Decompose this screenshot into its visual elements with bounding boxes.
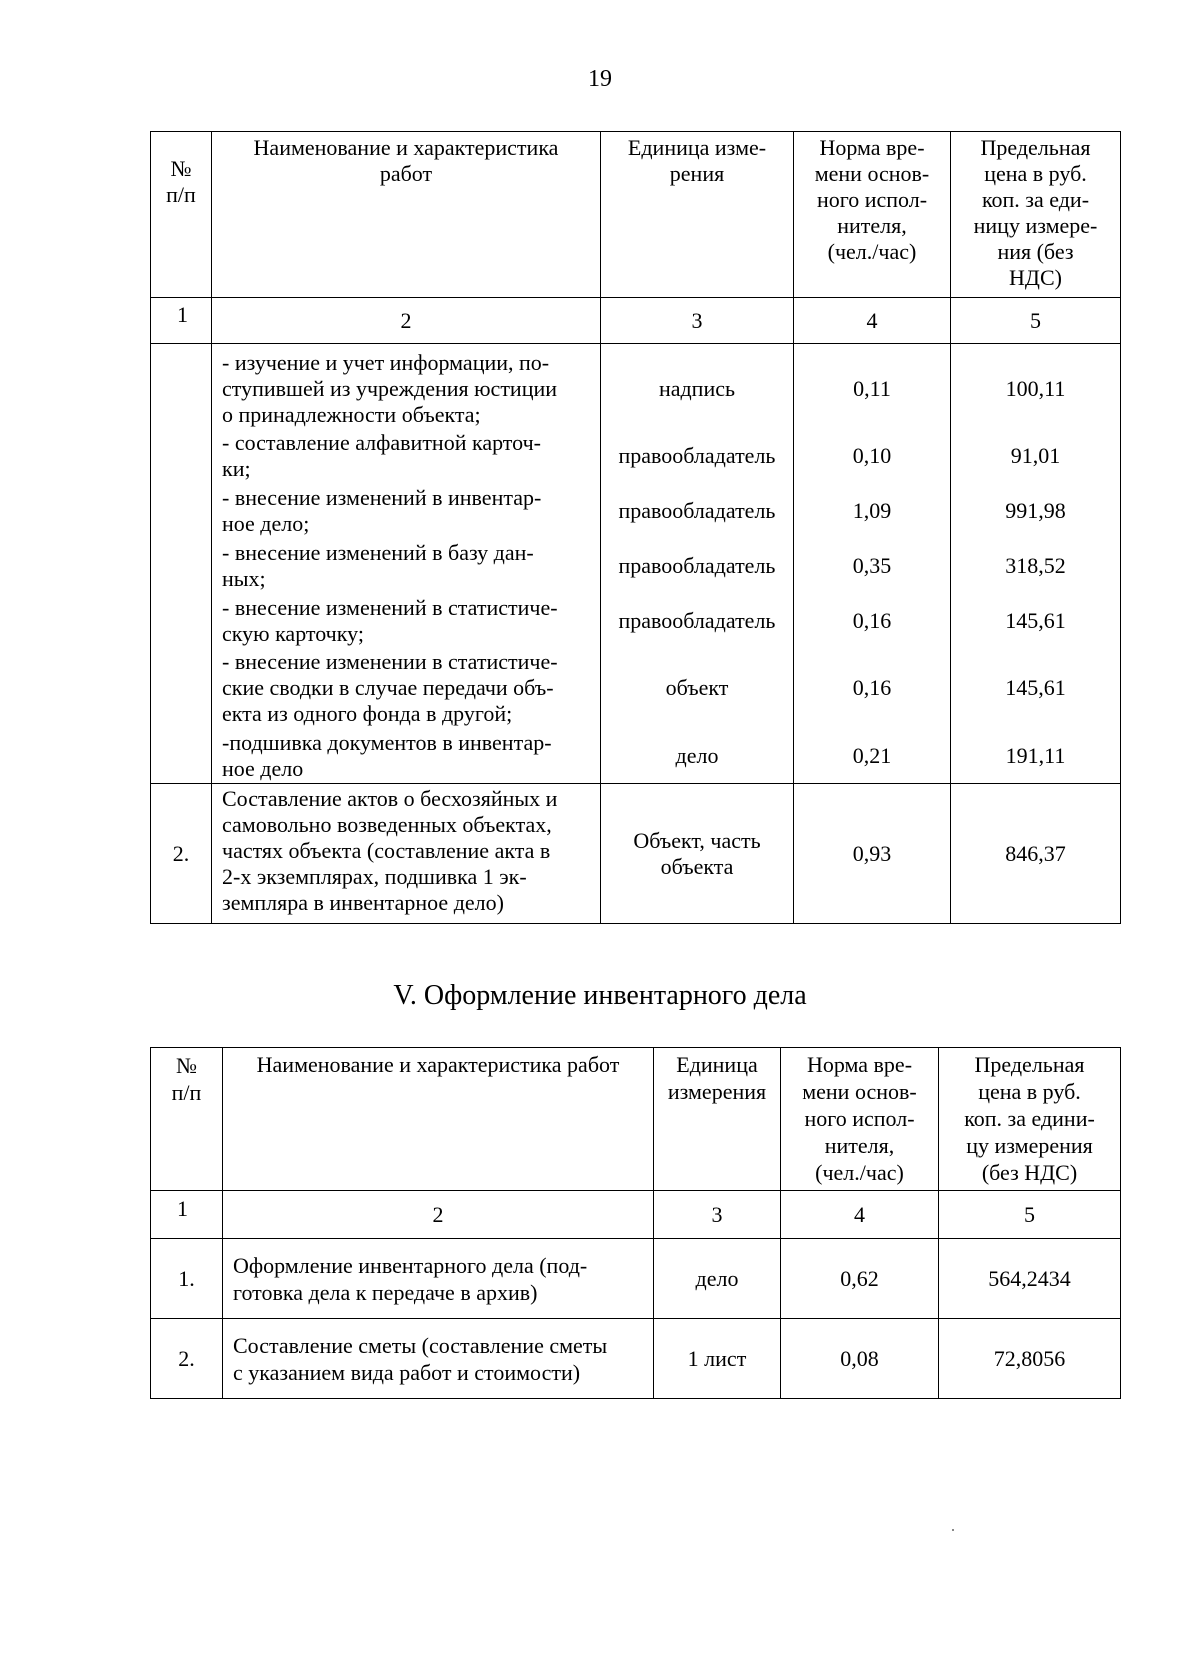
subitem-line: екта из одного фонда в другой; — [222, 701, 513, 726]
subitem-norm-cell — [794, 593, 950, 648]
header-norm — [781, 1048, 939, 1191]
header-text: нителя, — [837, 213, 907, 238]
subitem-price-cell — [951, 593, 1120, 648]
header-text: измерения — [667, 1079, 767, 1104]
col-number: 2 — [212, 298, 601, 344]
header-text: ного испол- — [816, 187, 928, 212]
subitem-price: 91,01 — [1010, 442, 1061, 468]
subitem-price: 145,61 — [1005, 607, 1066, 633]
col-number: 5 — [951, 298, 1121, 344]
table-row — [151, 1319, 1121, 1399]
subitem-norm: 0,16 — [852, 607, 892, 633]
subitem-line: -подшивка документов в инвентар- — [222, 729, 552, 755]
page-number: 19 — [588, 66, 612, 92]
header-text: ницу измере- — [973, 213, 1098, 238]
table-row — [151, 344, 1121, 784]
row-unit: 1 лист — [654, 1319, 781, 1399]
row-text-line: земпляра в инвентарное дело) — [222, 890, 504, 915]
header-name — [212, 132, 601, 298]
header-text: Норма вре- — [819, 135, 925, 160]
scan-speck — [952, 1529, 954, 1531]
row-norm: 0,93 — [794, 784, 951, 924]
subitem — [212, 593, 600, 648]
row-subitems-norm — [794, 344, 951, 784]
column-numbers-row — [151, 1191, 1121, 1239]
header-text: нителя, — [824, 1133, 895, 1158]
col-number: 5 — [939, 1191, 1121, 1239]
subitem — [212, 648, 600, 728]
row-text-line: Составление актов о бесхозяйных и — [222, 786, 558, 811]
row-subitems-unit — [601, 344, 794, 784]
subitem-price-cell — [951, 428, 1120, 483]
header-text: мени основ- — [802, 1079, 917, 1104]
subitem-price-cell — [951, 350, 1120, 428]
row-text-line: с указанием вида работ и стоимости) — [233, 1359, 581, 1385]
row-text — [223, 1319, 654, 1399]
col-number: 4 — [794, 298, 951, 344]
subitem-price-cell — [951, 728, 1120, 783]
row-subitems-text — [212, 344, 601, 784]
col-number: 3 — [654, 1191, 781, 1239]
header-text: № — [170, 156, 192, 181]
subitem-line: ские сводки в случае передачи объ- — [222, 675, 554, 700]
column-numbers-row — [151, 298, 1121, 344]
subitem-unit-cell — [601, 350, 793, 428]
subitem-norm: 0,11 — [853, 376, 891, 401]
subitem-norm: 0,10 — [852, 442, 892, 468]
subitem-line: - внесение изменений в инвентар- — [222, 484, 542, 510]
row-text-line: 2-х экземплярах, подшивка 1 эк- — [222, 864, 527, 889]
subitem-norm-cell — [794, 648, 950, 728]
subitem-norm: 0,16 — [852, 675, 892, 700]
header-text: цена в руб. — [978, 1079, 1081, 1104]
col-number: 2 — [223, 1191, 654, 1239]
header-norm — [794, 132, 951, 298]
header-text: Единица — [676, 1052, 758, 1077]
rates-table-2 — [150, 1047, 1121, 1399]
row-text-line: самовольно возведенных объектах, — [222, 812, 552, 837]
row-norm: 0,08 — [781, 1319, 939, 1399]
header-unit — [654, 1048, 781, 1191]
subitem — [212, 350, 600, 428]
subitem-unit-cell — [601, 648, 793, 728]
header-text: Наименование и характеристика работ — [256, 1052, 620, 1077]
subitem-price-cell — [951, 648, 1120, 728]
subitem-unit-cell — [601, 428, 793, 483]
subitem-unit: правообладатель — [618, 442, 776, 468]
section-title: V. Оформление инвентарного дела — [393, 980, 807, 1011]
subitem-norm: 0,21 — [852, 742, 892, 768]
header-text: Наименование и характеристика — [253, 135, 559, 160]
header-price — [951, 132, 1121, 298]
subitem — [212, 728, 600, 783]
subitem-unit: надпись — [658, 376, 736, 401]
header-text: Предельная — [974, 1052, 1085, 1077]
subitem-norm-cell — [794, 728, 950, 783]
row-price: 846,37 — [951, 784, 1121, 924]
header-price — [939, 1048, 1121, 1191]
header-text: Единица изме- — [627, 135, 767, 160]
row-norm: 0,62 — [781, 1239, 939, 1319]
subitem-norm-cell — [794, 350, 950, 428]
table-row — [151, 1239, 1121, 1319]
header-text: цена в руб. — [984, 161, 1087, 186]
subitem — [212, 483, 600, 538]
subitem-unit: правообладатель — [618, 607, 776, 633]
table-header-row — [151, 1048, 1121, 1191]
row-unit-line: объекта — [660, 853, 734, 879]
subitem-line: - внесение изменений в статистиче- — [222, 594, 558, 620]
row-subitems-price — [951, 344, 1121, 784]
subitem-line: ки; — [222, 455, 251, 481]
header-text: рения — [669, 161, 725, 186]
subitem-unit: объект — [665, 675, 729, 700]
row-unit-line: Объект, часть — [633, 827, 761, 853]
row-text-line: частях объекта (составление акта в — [222, 838, 551, 863]
col-number: 3 — [601, 298, 794, 344]
table-row — [151, 784, 1121, 924]
subitem-unit: правообладатель — [618, 497, 776, 523]
col-number: 4 — [781, 1191, 939, 1239]
row-num: 1. — [151, 1239, 223, 1319]
subitem-norm-cell — [794, 428, 950, 483]
row-price: 564,2434 — [939, 1239, 1121, 1319]
row-unit — [601, 784, 794, 924]
subitem-line: ных; — [222, 565, 266, 591]
header-text: п/п — [166, 182, 196, 207]
header-text: п/п — [171, 1080, 202, 1105]
subitem-price: 100,11 — [1005, 376, 1066, 401]
header-text: Предельная — [980, 135, 1091, 160]
header-text: (чел./час) — [815, 1160, 904, 1185]
header-text: цу измерения — [966, 1133, 1093, 1158]
subitem-unit-cell — [601, 538, 793, 593]
subitem-line: ное дело; — [222, 510, 310, 536]
row-text-line: Составление сметы (составление сметы — [233, 1332, 608, 1358]
header-text: коп. за едини- — [964, 1106, 1095, 1131]
subitem-price: 318,52 — [1005, 552, 1066, 578]
row-num — [151, 344, 212, 784]
row-unit: дело — [654, 1239, 781, 1319]
header-num — [151, 132, 212, 298]
header-text: № — [176, 1053, 197, 1078]
header-text: коп. за еди- — [981, 187, 1090, 212]
col-number: 1 — [151, 298, 212, 344]
subitem-line: - изучение и учет информации, по- — [222, 350, 550, 375]
subitem-line: - внесение изменений в базу дан- — [222, 539, 534, 565]
subitem-price: 145,61 — [1005, 675, 1066, 700]
subitem — [212, 428, 600, 483]
header-unit — [601, 132, 794, 298]
header-text: Норма вре- — [806, 1052, 913, 1077]
header-name — [223, 1048, 654, 1191]
row-text — [223, 1239, 654, 1319]
subitem — [212, 538, 600, 593]
col-number: 1 — [151, 1191, 223, 1239]
subitem-line: о принадлежности объекта; — [222, 402, 481, 427]
subitem-price: 991,98 — [1005, 497, 1066, 523]
subitem-price-cell — [951, 483, 1120, 538]
subitem-unit: правообладатель — [618, 552, 776, 578]
subitem-price-cell — [951, 538, 1120, 593]
rates-table-1 — [150, 131, 1121, 924]
header-text: ния (без — [997, 239, 1074, 264]
row-price: 72,8056 — [939, 1319, 1121, 1399]
row-num: 2. — [151, 1319, 223, 1399]
subitem-norm: 0,35 — [852, 552, 892, 578]
subitem-line: - внесение изменении в статистиче- — [222, 649, 558, 674]
header-text: мени основ- — [814, 161, 930, 186]
subitem-line: - составление алфавитной карточ- — [222, 429, 541, 455]
subitem-price: 191,11 — [1005, 742, 1066, 768]
subitem-norm-cell — [794, 483, 950, 538]
row-text-line: готовка дела к передаче в архив) — [233, 1279, 538, 1305]
row-num: 2. — [151, 784, 212, 924]
subitem-line: скую карточку; — [222, 620, 364, 646]
subitem-unit-cell — [601, 728, 793, 783]
header-text: НДС) — [1009, 265, 1062, 290]
table-header-row — [151, 132, 1121, 298]
subitem-unit-cell — [601, 593, 793, 648]
subitem-norm-cell — [794, 538, 950, 593]
header-text: ного испол- — [804, 1106, 915, 1131]
header-text: (без НДС) — [981, 1160, 1078, 1185]
subitem-norm: 1,09 — [852, 497, 892, 523]
subitem-unit: дело — [675, 742, 719, 768]
row-text-line: Оформление инвентарного дела (под- — [233, 1252, 588, 1278]
row-text — [212, 784, 601, 924]
header-num — [151, 1048, 223, 1191]
subitem-line: ступившей из учреждения юстиции — [222, 376, 558, 401]
subitem-line: ное дело — [222, 755, 304, 781]
subitem-unit-cell — [601, 483, 793, 538]
header-text: работ — [379, 161, 433, 186]
header-text: (чел./час) — [827, 239, 917, 264]
